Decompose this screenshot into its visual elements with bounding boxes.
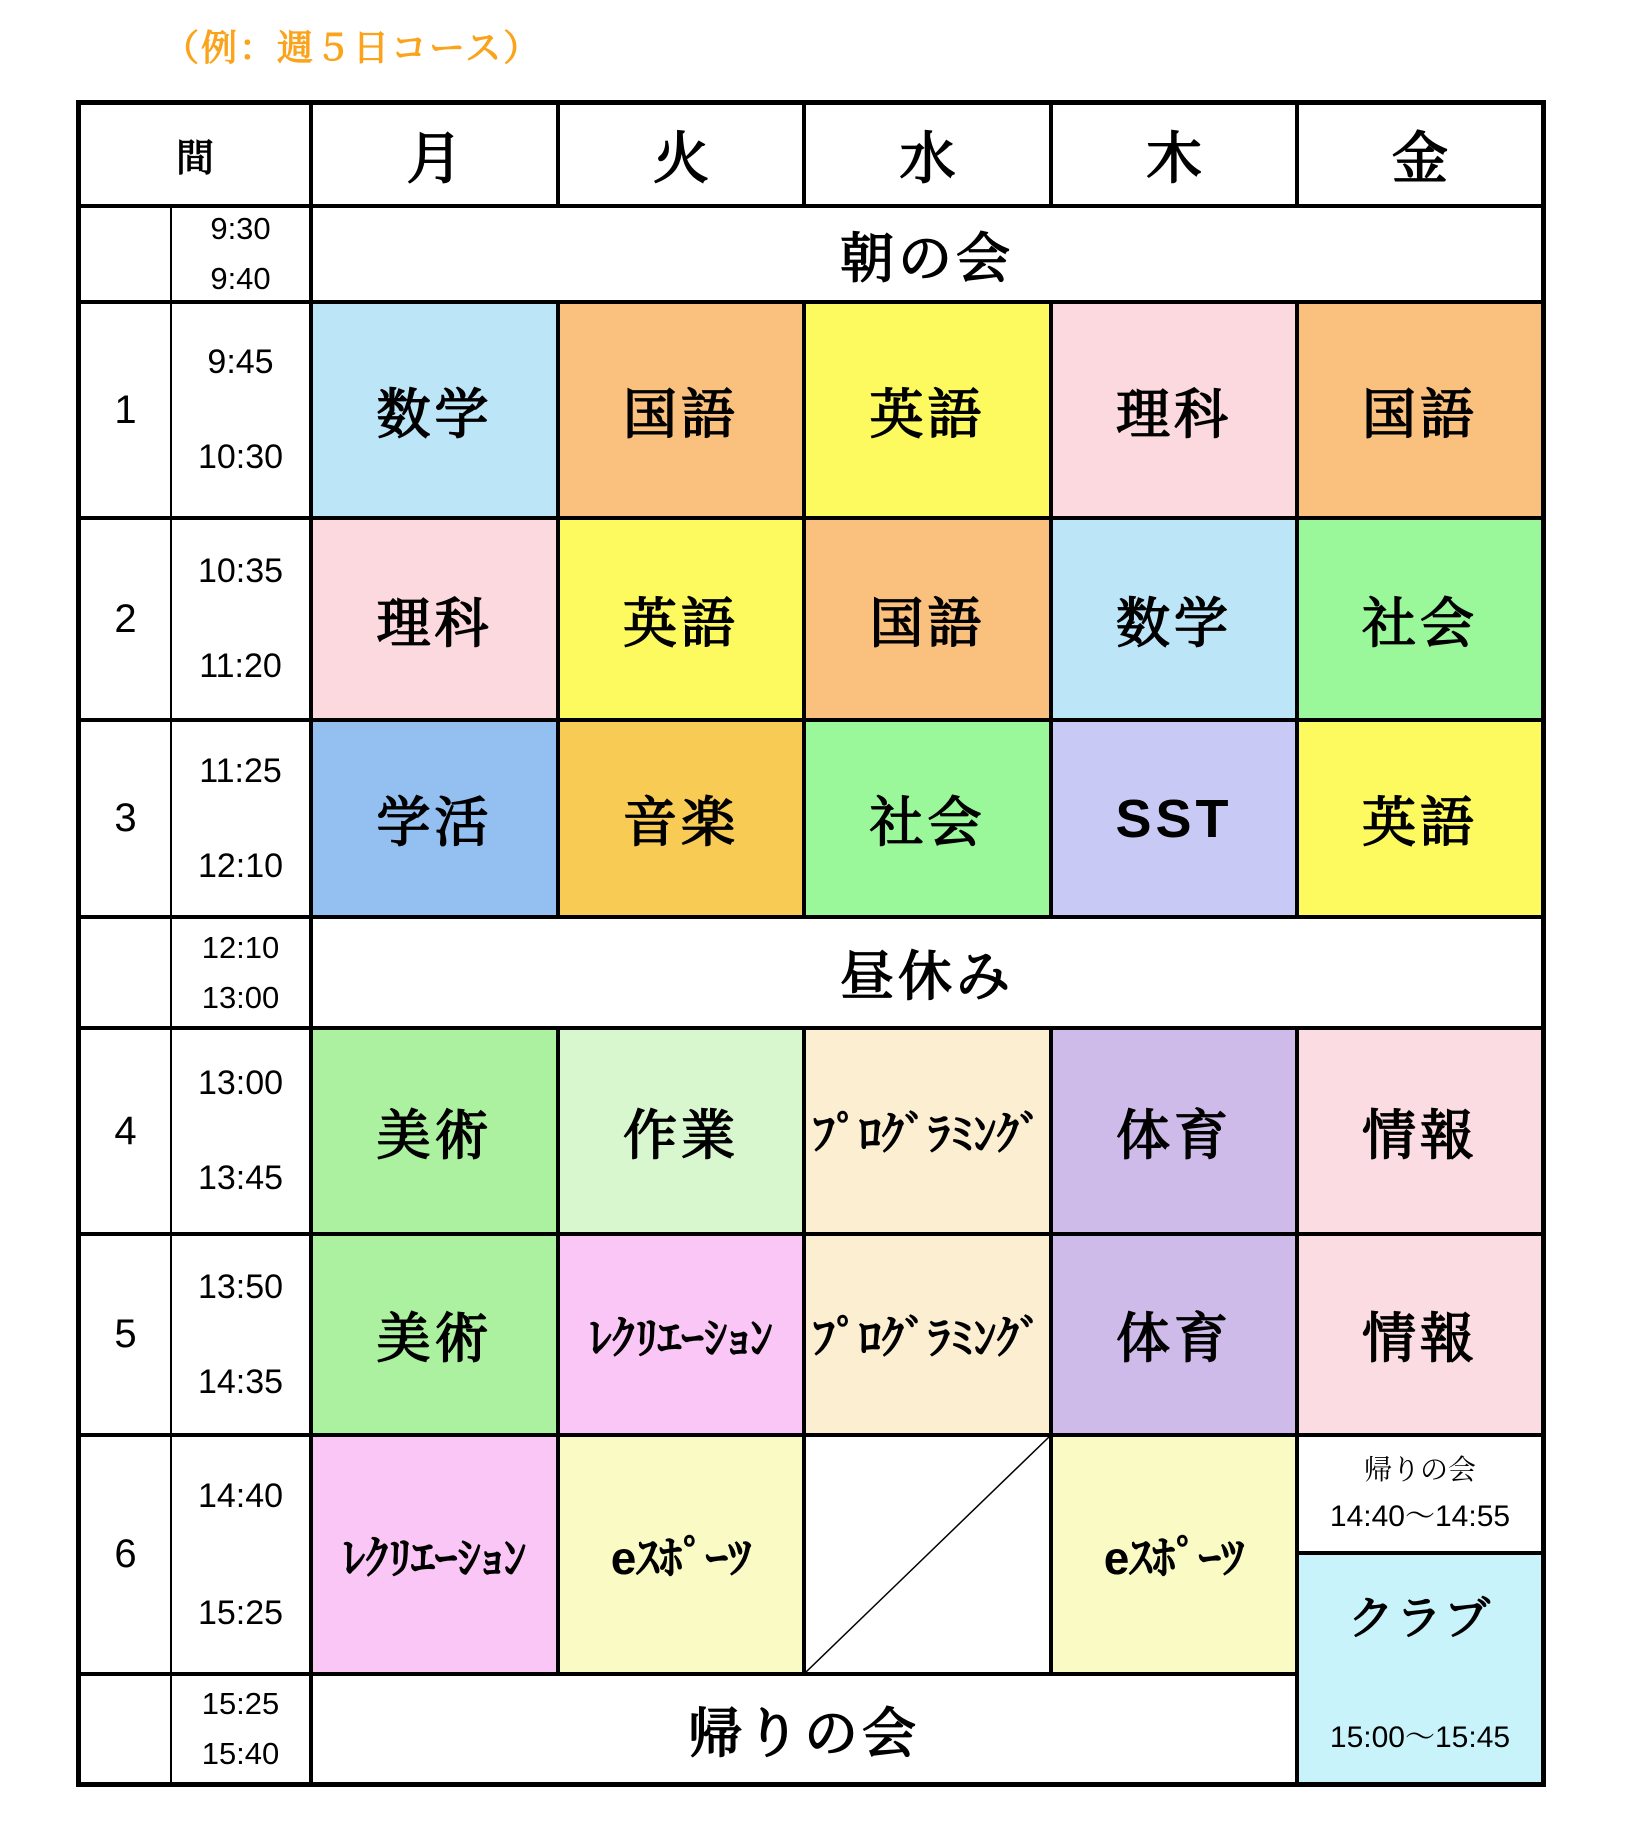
period-number-cell: 5 xyxy=(79,1234,171,1435)
time-end: 12:10 xyxy=(197,846,284,885)
subject-cell: 数学 xyxy=(1051,518,1297,720)
time-end: 13:45 xyxy=(197,1159,284,1197)
header-time-cell: 間 xyxy=(79,103,311,206)
friday-closing-time: 14:40～14:55 xyxy=(1329,1499,1511,1533)
day-header: 金 xyxy=(1297,103,1543,206)
subject-cell: ﾚｸﾘｴｰｼｮﾝ xyxy=(311,1435,558,1674)
time-cell xyxy=(171,1435,311,1674)
subject-cell: eｽﾎﾟｰﾂ xyxy=(558,1435,804,1674)
diagonal-slash-icon xyxy=(806,1437,1049,1672)
empty-cell xyxy=(79,1674,171,1784)
subject-cell: 英語 xyxy=(1297,720,1543,917)
subject-cell: 音楽 xyxy=(558,720,804,917)
timetable xyxy=(76,100,1546,1787)
time-text: 13:00 xyxy=(201,979,280,1015)
day-header: 木 xyxy=(1051,103,1297,206)
time-text: 15:40 xyxy=(201,1736,280,1771)
subject-cell: eｽﾎﾟｰﾂ xyxy=(1051,1435,1297,1674)
time-text: 15:25 xyxy=(201,1686,280,1721)
subject-cell: 体育 xyxy=(1051,1028,1297,1234)
empty-cell xyxy=(79,917,171,1028)
time-cell xyxy=(171,720,311,917)
day-header: 水 xyxy=(804,103,1051,206)
subject-cell: 国語 xyxy=(804,518,1051,720)
club-time: 15:00～15:45 xyxy=(1329,1720,1511,1754)
time-cell xyxy=(171,302,311,518)
subject-cell: 学活 xyxy=(311,720,558,917)
time-end: 11:20 xyxy=(199,647,282,685)
friday-closing-cell xyxy=(1297,1435,1543,1553)
time-start: 10:35 xyxy=(197,552,284,590)
day-header: 月 xyxy=(311,103,558,206)
club-cell xyxy=(1297,1553,1543,1784)
time-start: 13:00 xyxy=(197,1064,284,1102)
subject-cell: 体育 xyxy=(1051,1234,1297,1435)
subject-cell: SST xyxy=(1051,720,1297,917)
time-start: 13:50 xyxy=(197,1267,284,1306)
subject-cell: 美術 xyxy=(311,1234,558,1435)
subject-cell: 情報 xyxy=(1297,1028,1543,1234)
subject-cell: 美術 xyxy=(311,1028,558,1234)
subject-cell: 社会 xyxy=(804,720,1051,917)
time-start: 14:40 xyxy=(197,1476,284,1515)
subject-cell: 英語 xyxy=(804,302,1051,518)
time-text: 12:10 xyxy=(201,929,280,965)
subject-cell: 社会 xyxy=(1297,518,1543,720)
subject-cell: ﾌﾟﾛｸﾞﾗﾐﾝｸﾞ xyxy=(804,1234,1051,1435)
period-number-cell: 2 xyxy=(79,518,171,720)
time-cell xyxy=(171,1674,311,1784)
club-label: クラブ xyxy=(1348,1591,1492,1644)
time-cell xyxy=(171,206,311,302)
time-start: 9:45 xyxy=(207,343,274,381)
time-cell xyxy=(171,917,311,1028)
subject-cell: ﾌﾟﾛｸﾞﾗﾐﾝｸﾞ xyxy=(804,1028,1051,1234)
time-cell xyxy=(171,1028,311,1234)
period-number-cell: 4 xyxy=(79,1028,171,1234)
subject-cell: 国語 xyxy=(1297,302,1543,518)
subject-cell: 理科 xyxy=(1051,302,1297,518)
time-cell xyxy=(171,1234,311,1435)
band-label-cell: 帰りの会 xyxy=(311,1674,1297,1784)
empty-diagonal-cell xyxy=(804,1435,1051,1674)
band-label-cell: 昼休み xyxy=(311,917,1543,1028)
subject-cell: 英語 xyxy=(558,518,804,720)
time-end: 14:35 xyxy=(197,1362,284,1401)
subject-cell: 作業 xyxy=(558,1028,804,1234)
time-text: 9:40 xyxy=(210,261,271,296)
period-number-cell: 6 xyxy=(79,1435,171,1674)
subject-cell: 情報 xyxy=(1297,1234,1543,1435)
page-title: （例：週５日コース） xyxy=(163,27,542,68)
time-start: 11:25 xyxy=(199,751,282,790)
empty-cell xyxy=(79,206,171,302)
time-cell xyxy=(171,518,311,720)
day-header: 火 xyxy=(558,103,804,206)
time-text: 9:30 xyxy=(210,211,271,246)
time-end: 10:30 xyxy=(197,438,284,476)
period-number-cell: 1 xyxy=(79,302,171,518)
period-number-cell: 3 xyxy=(79,720,171,917)
subject-cell: 国語 xyxy=(558,302,804,518)
subject-cell: ﾚｸﾘｴｰｼｮﾝ xyxy=(558,1234,804,1435)
subject-cell: 数学 xyxy=(311,302,558,518)
time-end: 15:25 xyxy=(197,1593,284,1632)
band-label-cell: 朝の会 xyxy=(311,206,1543,302)
friday-closing-label: 帰りの会 xyxy=(1363,1454,1476,1486)
subject-cell: 理科 xyxy=(311,518,558,720)
